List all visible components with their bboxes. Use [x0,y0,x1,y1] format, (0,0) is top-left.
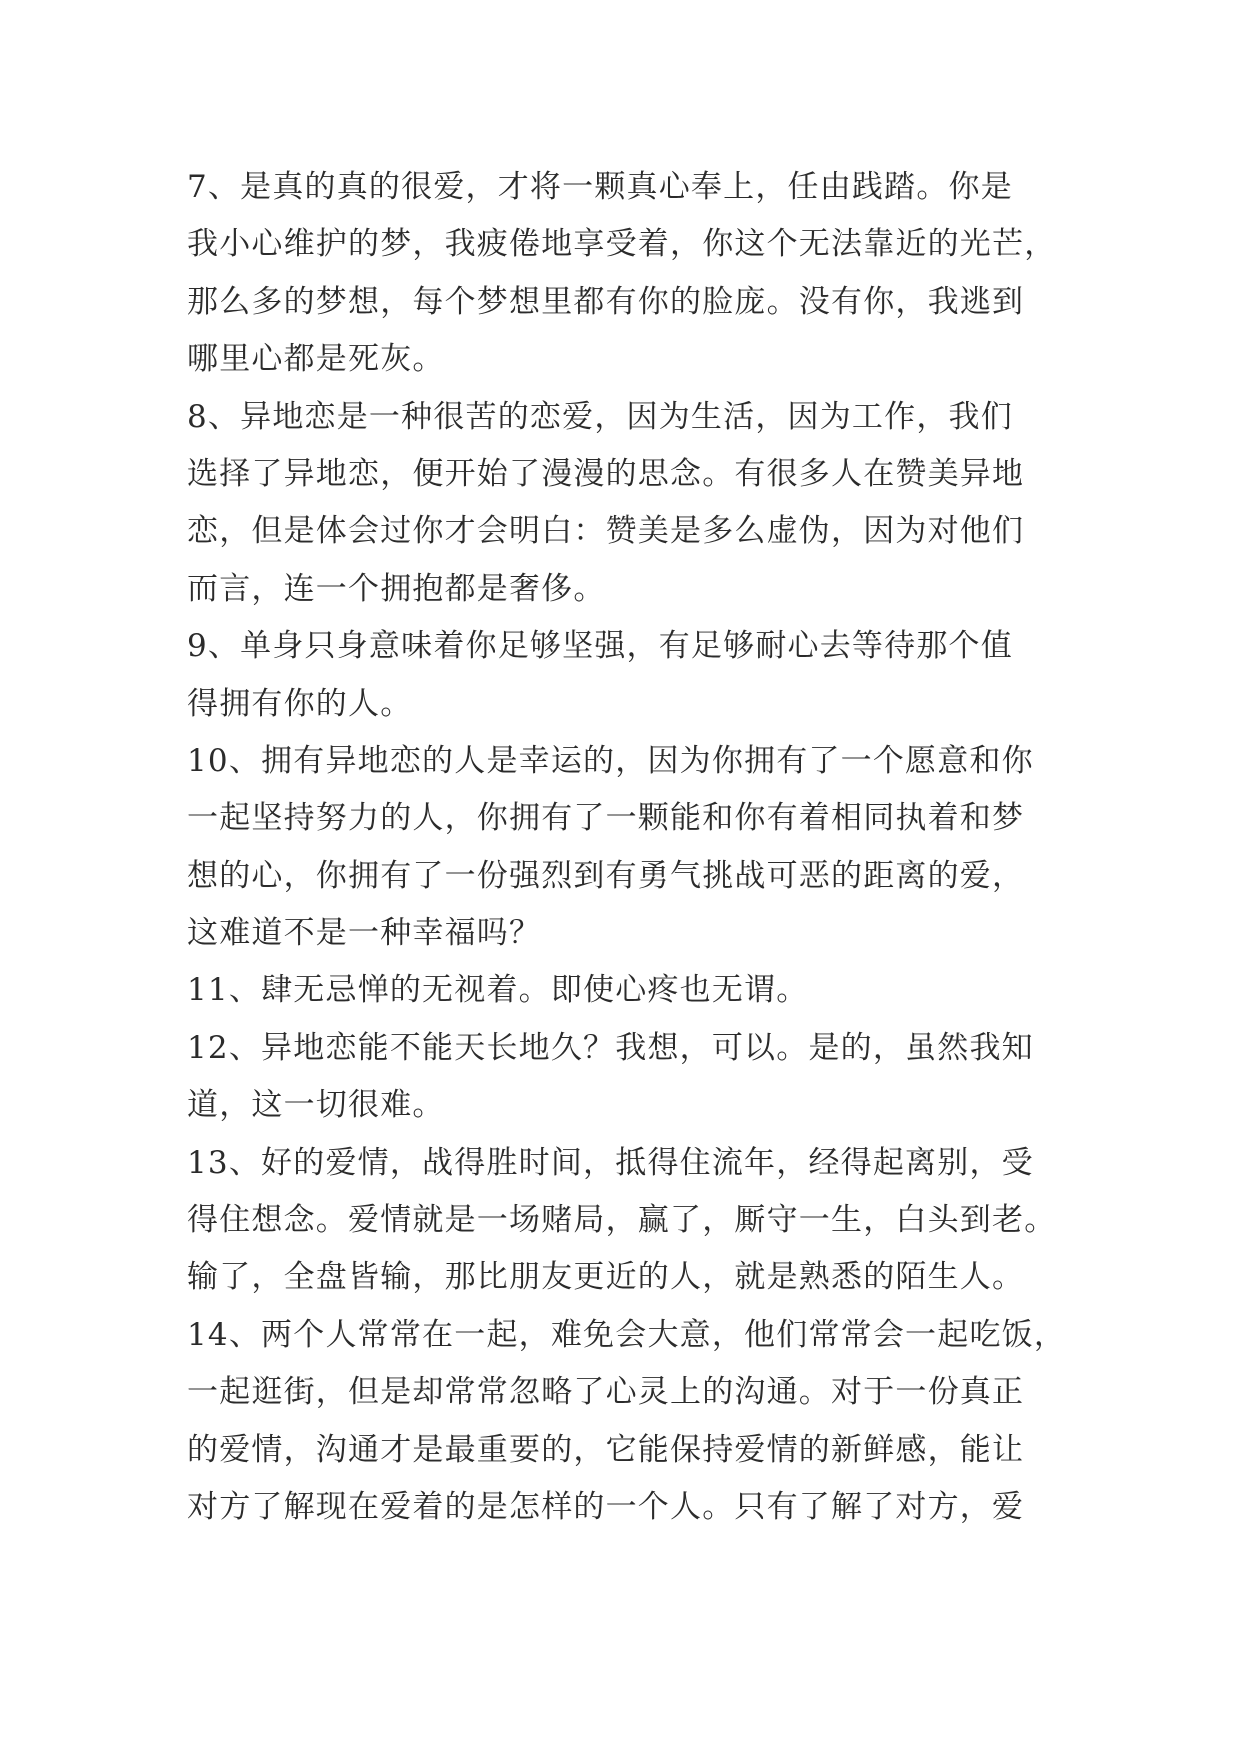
paragraph-11 [187,962,1067,1019]
paragraph-7 [187,159,1067,389]
text-line: 那么多的梦想，每个梦想里都有你的脸庞。没有你，我逃到 [187,283,1025,320]
text-line: 我小心维护的梦，我疲倦地享受着，你这个无法靠近的光芒， [187,226,1057,263]
text-line: 12、异地恋能不能天长地久？我想，可以。是的，虽然我知 [187,1029,1034,1066]
text-line: 恋，但是体会过你才会明白：赞美是多么虚伪，因为对他们 [187,513,1025,550]
text-line: 9、单身只身意味着你足够坚强，有足够耐心去等待那个值 [187,628,1013,665]
paragraph-12 [187,1020,1067,1135]
text-line: 8、异地恋是一种很苦的恋爱，因为生活，因为工作，我们 [187,398,1013,435]
paragraph-14 [187,1307,1067,1537]
text-line: 而言，连一个拥抱都是奢侈。 [187,570,606,607]
text-line: 选择了异地恋，便开始了漫漫的思念。有很多人在赞美异地 [187,455,1025,492]
text-line: 11、肆无忌惮的无视着。即使心疼也无谓。 [187,972,809,1009]
text-line: 13、好的爱情，战得胜时间，抵得住流年，经得起离别，受 [187,1144,1034,1181]
text-line: 14、两个人常常在一起，难免会大意，他们常常会一起吃饭， [187,1316,1067,1353]
text-line: 想的心，你拥有了一份强烈到有勇气挑战可恶的距离的爱， [187,857,1025,894]
text-line: 得拥有你的人。 [187,685,413,722]
paragraph-13 [187,1135,1067,1307]
paragraph-9 [187,618,1067,733]
text-line: 一起坚持努力的人，你拥有了一颗能和你有着相同执着和梦 [187,800,1025,837]
text-line: 输了，全盘皆输，那比朋友更近的人，就是熟悉的陌生人。 [187,1259,1025,1296]
text-line: 7、是真的真的很爱，才将一颗真心奉上，任由践踏。你是 [187,169,1013,205]
document-body [187,159,1067,1536]
paragraph-8 [187,389,1067,619]
text-line: 道，这一切很难。 [187,1087,445,1124]
text-line: 这难道不是一种幸福吗？ [187,915,542,952]
text-line: 得住想念。爱情就是一场赌局，赢了，厮守一生，白头到老。 [187,1202,1057,1239]
text-line: 一起逛街，但是却常常忽略了心灵上的沟通。对于一份真正 [187,1374,1025,1411]
text-line: 对方了解现在爱着的是怎样的一个人。只有了解了对方，爱 [187,1488,1025,1525]
text-line: 哪里心都是死灰。 [187,341,445,378]
paragraph-10 [187,733,1067,963]
text-line: 的爱情，沟通才是最重要的，它能保持爱情的新鲜感，能让 [187,1431,1025,1468]
text-line: 10、拥有异地恋的人是幸运的，因为你拥有了一个愿意和你 [187,742,1034,779]
